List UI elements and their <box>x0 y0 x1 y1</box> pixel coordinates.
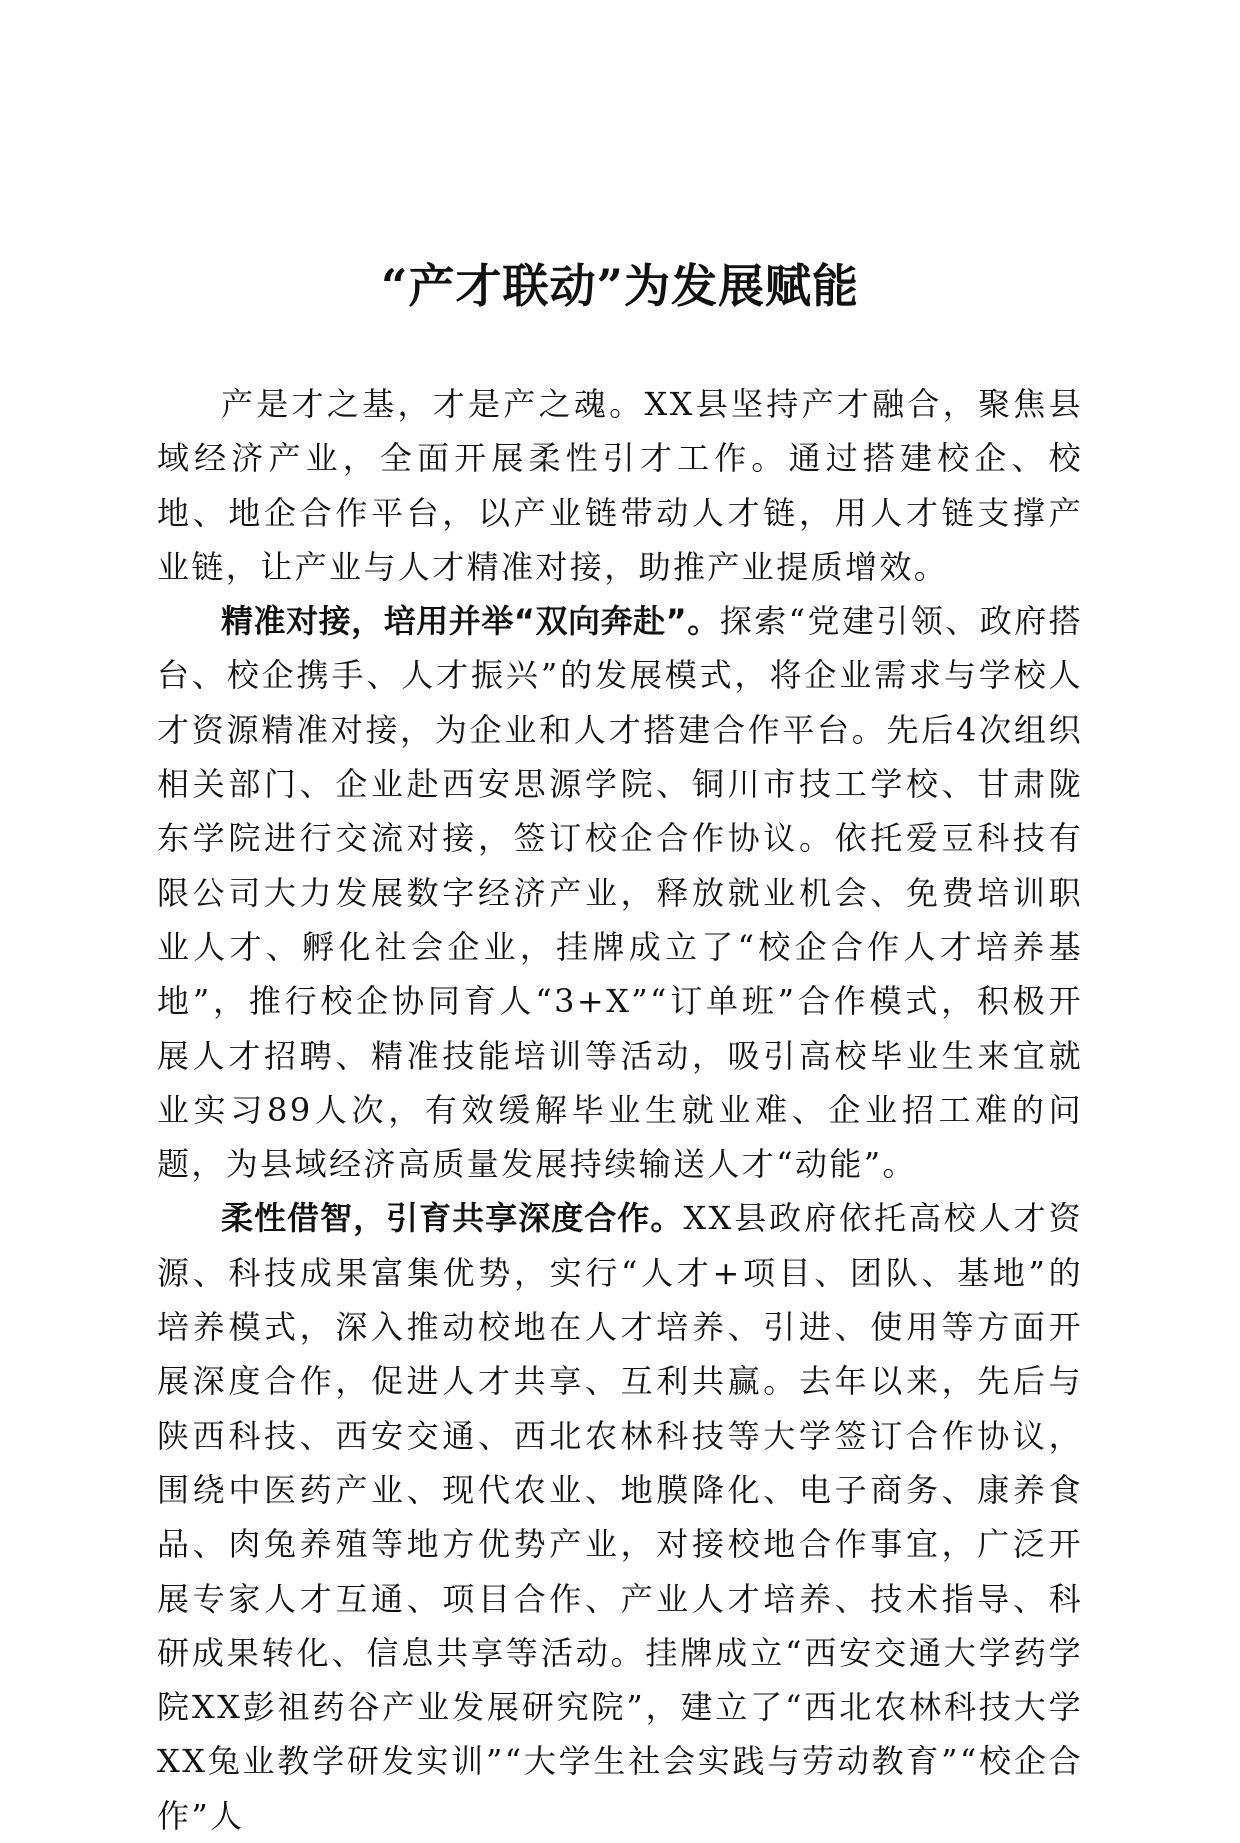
paragraph-body-text: XX县政府依托高校人才资源、科技成果富集优势，实行“人才+项目、团队、基地”的培养模式，深入推动校地在人才培养、引进、使用等方面开展深度合作，促进人才共享、互利共赢。去年以来，先后与陕西科技、西安交通、西北农林科技等大学签订合作协议，围绕中医药产业、现代农业、地膜降化、电子商务、康养食品、肉兔养殖等地方优势产业，对接校地合作事宜，广泛开展专家人才互通、项目合作、产业人才培养、技术指导、科研成果转化、信息共享等活动。挂牌成立“西安交通大学药学院XX彭祖药谷产业发展研究院”，建立了“西北农林科技大学XX兔业教学研发实训”“大学生社会实践与劳动教育”“校企合作”人 <box>157 1199 1083 1835</box>
paragraph-precise-docking <box>157 594 1083 1191</box>
paragraph-lead-heading: 精准对接，培用并举“双向奔赴”。 <box>221 602 720 641</box>
document-body <box>157 377 1083 1843</box>
paragraph-intro <box>157 377 1083 594</box>
paragraph-lead-heading: 柔性借智，引育共享深度合作。 <box>221 1199 684 1238</box>
paragraph-body-text: 探索“党建引领、政府搭台、校企携手、人才振兴”的发展模式，将企业需求与学校人才资源精准对接，为企业和人才搭建合作平台。先后4次组织相关部门、企业赴西安思源学院、铜川市技工学校、甘肃陇东学院进行交流对接，签订校企合作协议。依托爱豆科技有限公司大力发展数字经济产业，释放就业机会、免费培训职业人才、孵化社会企业，挂牌成立了“校企合作人才培养基地”，推行校企协同育人“3+X”“订单班”合作模式，积极开展人才招聘、精准技能培训等活动，吸引高校毕业生来宜就业实习89人次，有效缓解毕业生就业难、企业招工难的问题，为县域经济高质量发展持续输送人才“动能”。 <box>157 602 1083 1184</box>
paragraph-intro-text: 产是才之基，才是产之魂。XX县坚持产才融合，聚焦县域经济产业，全面开展柔性引才工作。通过搭建校企、校地、地企合作平台，以产业链带动人才链，用人才链支撑产业链，让产业与人才精准对接，助推产业提质增效。 <box>157 385 1083 586</box>
paragraph-flexible-cooperation <box>157 1191 1083 1843</box>
document-title: “产才联动”为发展赋能 <box>381 259 859 313</box>
